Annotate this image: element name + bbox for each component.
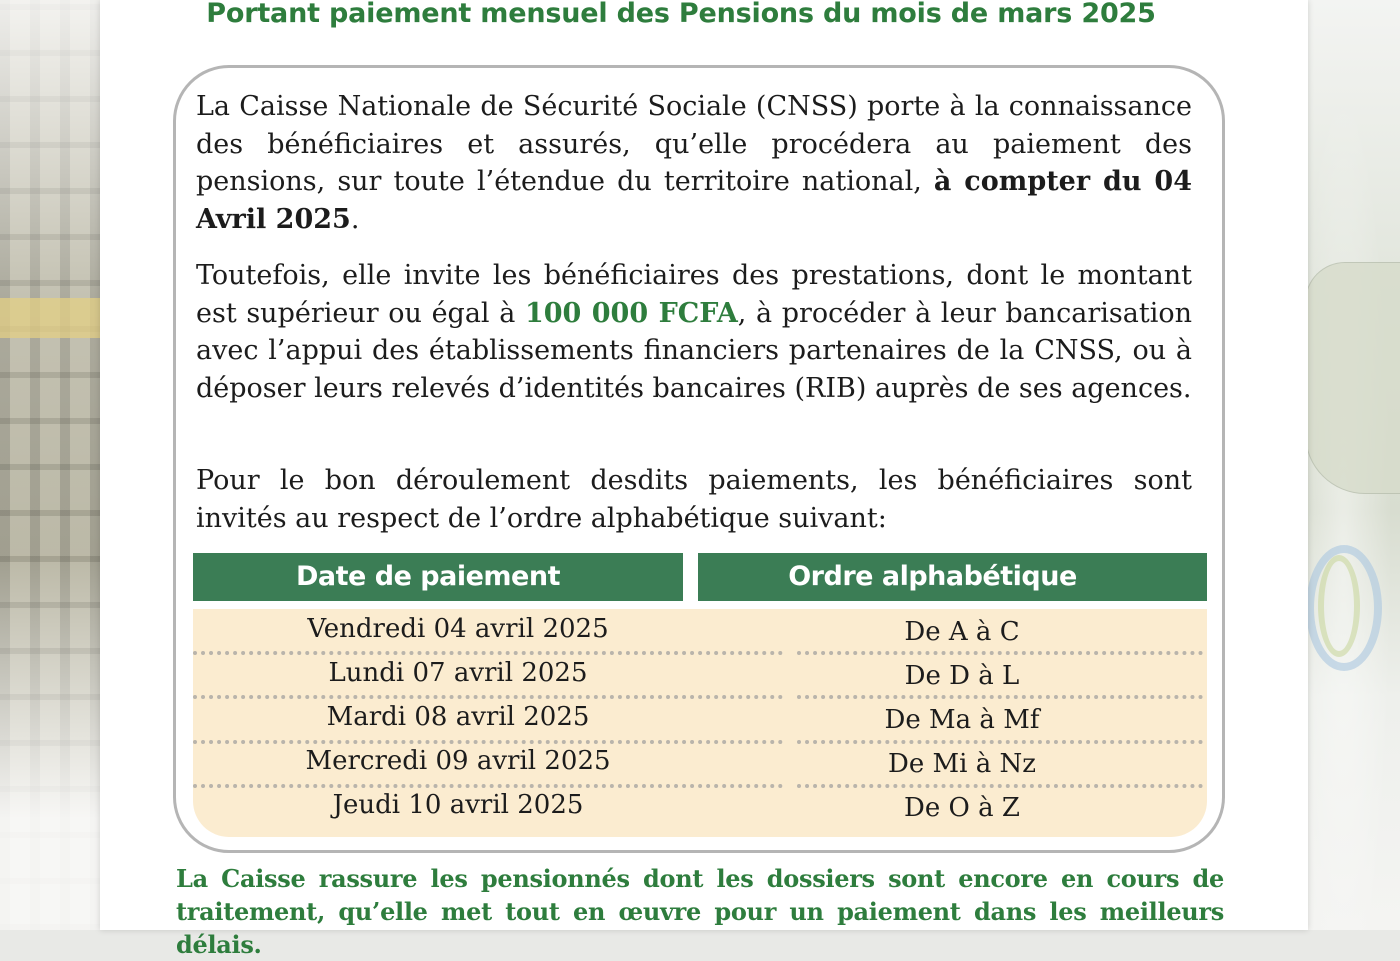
map-outline [1305,262,1400,494]
paragraph-payment-announcement [196,88,1192,238]
table-cell-order: De O à Z [904,793,1020,823]
row-divider [193,651,783,655]
amount-threshold: 100 000 FCFA [524,297,738,329]
table-cell-date: Mercredi 09 avril 2025 [305,746,611,776]
paragraph-bank-registration [196,257,1192,407]
background-building-photo [0,0,100,930]
table-cell-order: De A à C [904,617,1020,647]
row-divider [797,740,1203,744]
paragraph-alphabetical-order: Pour le bon déroulement desdits paiements, les bénéficiaires sont invités au respect de l’ordre alphabétique suivant: [196,465,1192,534]
cnss-logo-watermark-inner [1318,555,1360,657]
paragraph-1-end: . [350,203,360,235]
paragraph-2-end: , à procéder à leur bancarisation avec l’appui des établissements financiers partenaires de la CNSS, ou à déposer leurs relevés d’identités bancaires (RIB) auprès de ses agences. [196,297,1192,404]
table-cell-date: Mardi 08 avril 2025 [326,702,590,732]
table-row [193,790,1207,834]
table-cell-date: Lundi 07 avril 2025 [328,658,588,688]
row-divider [797,784,1203,788]
row-divider [193,740,783,744]
row-divider [797,651,1203,655]
background-map-image [1306,0,1400,930]
table-header-date: Date de paiement [193,553,683,601]
announcement-title: Portant paiement mensuel des Pensions du mois de mars 2025 [206,0,1156,29]
footer-reassurance-note: La Caisse rassure les pensionnés dont les dossiers sont encore en cours de traitement, qu’elle met tout en œuvre pour un paiement dans les meilleurs délais. [176,864,1224,959]
announcement-page [100,0,1308,959]
row-divider [797,695,1203,699]
row-divider [193,695,783,699]
table-header-order: Ordre alphabétique [698,553,1207,601]
payment-start-date: à compter du 04 Avril 2025 [196,166,1192,235]
table-cell-date: Jeudi 10 avril 2025 [332,790,584,820]
paragraph-1-text: La Caisse Nationale de Sécurité Sociale (CNSS) porte à la connaissance des bénéficiaires et assurés, qu’elle procédera au paiement des pensions, sur toute l’étendue du territoire national, [196,91,1192,197]
payment-schedule-table [193,609,1207,837]
table-cell-order: De D à L [904,661,1020,691]
row-divider [193,784,783,788]
table-cell-date: Vendredi 04 avril 2025 [307,614,609,644]
table-cell-order: De Ma à Mf [884,705,1040,735]
table-cell-order: De Mi à Nz [888,749,1036,779]
paragraph-2-start: Toutefois, elle invite les bénéficiaires des prestations, dont le montant est supérieur ou égal à [196,260,1192,329]
